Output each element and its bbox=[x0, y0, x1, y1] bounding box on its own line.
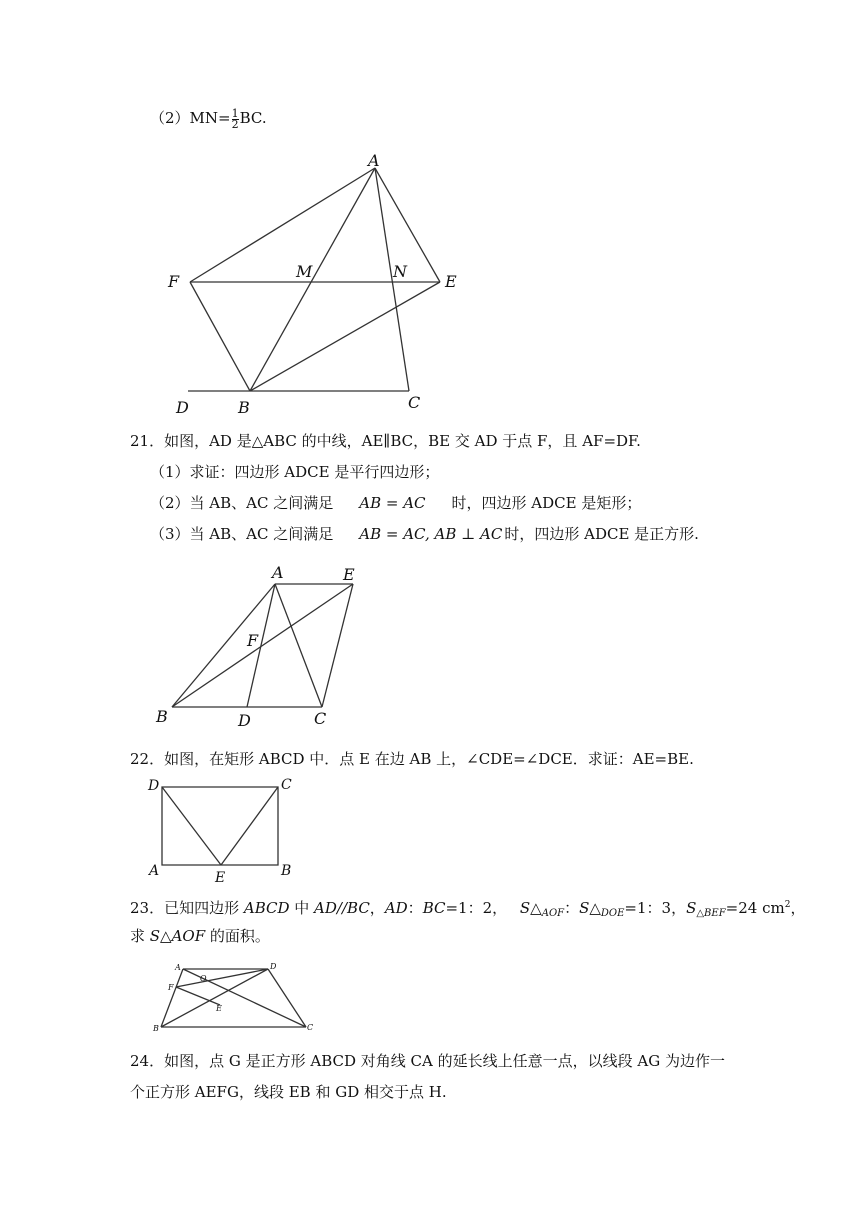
q23-ratio-val: =1：2， bbox=[445, 899, 508, 917]
figure-22-diagram bbox=[145, 775, 305, 885]
label-C: C bbox=[408, 393, 421, 412]
q21-part3 bbox=[150, 524, 699, 544]
label-E: E bbox=[445, 272, 457, 291]
q23-ratio2: =1：3， bbox=[624, 899, 687, 917]
q23-ratio-bc: BC bbox=[422, 899, 446, 917]
label-F: F bbox=[168, 983, 174, 992]
label-M: M bbox=[296, 262, 313, 281]
label-C: C bbox=[281, 777, 292, 793]
segment-FB bbox=[190, 282, 250, 391]
q23-line2-pre: 求 bbox=[130, 927, 150, 945]
item20-part2 bbox=[150, 108, 267, 130]
q23-s1: S△ bbox=[519, 899, 542, 917]
q21-stem: 21．如图，AD 是△ABC 的中线，AE∥BC，BE 交 AD 于点 F，且 AF=DF. bbox=[130, 432, 641, 450]
segment-BE bbox=[172, 584, 353, 707]
q23-ratio-ad: AD bbox=[384, 899, 408, 917]
q23-line2-s: S△AOF bbox=[149, 927, 206, 945]
fraction-numerator: 1 bbox=[231, 106, 239, 120]
q23-line1 bbox=[130, 895, 805, 924]
q23-comma: ， bbox=[790, 899, 806, 917]
segment-CE bbox=[221, 787, 278, 865]
q21-part3-pre: （3）当 AB、AC 之间满足 bbox=[150, 525, 334, 543]
label-B: B bbox=[281, 863, 292, 879]
q24-line1: 24．如图，点 G 是正方形 ABCD 对角线 CA 的延长线上任意一点，以线段 AG 为边作一 bbox=[130, 1052, 725, 1070]
item20-suffix: BC. bbox=[239, 109, 267, 127]
segment-AF bbox=[190, 168, 375, 282]
segment-AB bbox=[250, 168, 375, 391]
segment-BE bbox=[250, 282, 440, 391]
label-B: B bbox=[156, 707, 168, 726]
label-D: D bbox=[176, 398, 189, 417]
figure-21-diagram bbox=[150, 562, 380, 732]
label-C: C bbox=[307, 1023, 314, 1032]
label-A: A bbox=[368, 151, 380, 170]
segment-AC bbox=[275, 584, 322, 707]
q21-part2-math: AB = AC bbox=[359, 494, 426, 512]
figure-20-diagram bbox=[160, 150, 480, 420]
item20-prefix: （2）MN= bbox=[150, 109, 231, 127]
q21-part2-post: 时，四边形 ADCE 是矩形； bbox=[451, 494, 642, 512]
q23-mid2: ， bbox=[369, 899, 385, 917]
q23-lead: 23．已知四边形 bbox=[130, 899, 244, 917]
segment-AB bbox=[172, 584, 275, 707]
label-B: B bbox=[238, 398, 250, 417]
q23-squared: 2 bbox=[784, 900, 791, 910]
q21-part1: （1）求证：四边形 ADCE 是平行四边形； bbox=[150, 463, 440, 481]
q22-stem: 22．如图，在矩形 ABCD 中．点 E 在边 AB 上，∠CDE=∠DCE．求证：AE=BE. bbox=[130, 750, 694, 768]
q23-s3-sub: △BEF bbox=[696, 908, 726, 919]
q23-colon2: ： bbox=[564, 899, 580, 917]
q24-line2: 个正方形 AEFG，线段 EB 和 GD 相交于点 H. bbox=[130, 1083, 447, 1101]
label-D: D bbox=[238, 711, 251, 730]
q23-s2-sub: DOE bbox=[600, 908, 625, 919]
rectangle-ABCD bbox=[162, 787, 278, 865]
q23-parallel: AD//BC bbox=[314, 899, 370, 917]
label-D: D bbox=[270, 962, 277, 971]
label-E: E bbox=[215, 870, 226, 886]
segment-AE bbox=[375, 168, 440, 282]
q23-s2: S△ bbox=[579, 899, 601, 917]
label-E: E bbox=[216, 1004, 222, 1013]
q23-s3: S bbox=[686, 899, 697, 917]
segment-FE bbox=[176, 987, 220, 1005]
q21-part2 bbox=[150, 493, 641, 513]
q23-line2 bbox=[130, 926, 270, 946]
fraction-one-half bbox=[231, 106, 239, 131]
label-N: N bbox=[393, 262, 407, 281]
figure-23-diagram bbox=[150, 958, 320, 1038]
segment-DE bbox=[162, 787, 221, 865]
label-F: F bbox=[247, 631, 259, 650]
q23-quad: ABCD bbox=[243, 899, 290, 917]
q21-part3-math: AB = AC, AB ⊥ AC bbox=[359, 525, 503, 543]
q21-part2-pre: （2）当 AB、AC 之间满足 bbox=[150, 494, 334, 512]
label-E: E bbox=[343, 565, 355, 584]
q23-s1-sub: AOF bbox=[541, 908, 565, 919]
q23-area: =24 cm bbox=[725, 899, 785, 917]
segment-AB bbox=[161, 969, 183, 1027]
label-C: C bbox=[314, 709, 327, 728]
label-A: A bbox=[149, 863, 160, 879]
label-D: D bbox=[148, 778, 160, 794]
label-B: B bbox=[153, 1024, 159, 1033]
q23-colon1: ： bbox=[407, 899, 423, 917]
label-A: A bbox=[175, 963, 181, 972]
label-F: F bbox=[168, 272, 180, 291]
label-A: A bbox=[272, 563, 284, 582]
q21-part3-post: 时，四边形 ADCE 是正方形. bbox=[504, 525, 699, 543]
segment-BD bbox=[161, 969, 268, 1027]
q23-line2-post: 的面积。 bbox=[205, 927, 270, 945]
label-O: O bbox=[200, 974, 207, 983]
q23-mid1: 中 bbox=[289, 899, 315, 917]
fraction-denominator: 2 bbox=[231, 117, 239, 131]
